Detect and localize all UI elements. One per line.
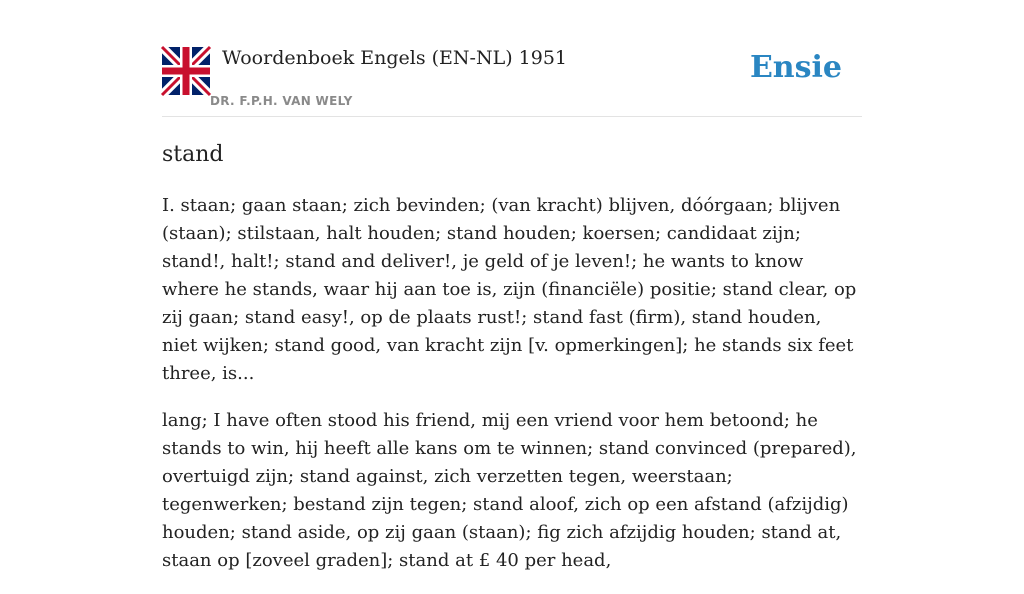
entry-definition <box>162 192 862 594</box>
dictionary-author: DR. F.P.H. VAN WELY <box>210 94 353 108</box>
definition-paragraph: I. staan; gaan staan; zich bevinden; (van kracht) blijven, dóórgaan; blijven (staan); stilstaan, halt houden; stand houden; koersen; candidaat zijn; stand!, halt!; stand and deliver!, je geld of je leven!; he wants to know where he stands, waar hij aan toe is, zijn (financiële) positie; stand clear, op zij gaan; stand easy!, op de plaats rust!; stand fast (firm), stand houden, niet wijken; stand good, van kracht zijn [v. opmerkingen]; he stands six feet three, is... <box>162 195 857 384</box>
definition-paragraph: lang; I have often stood his friend, mij een vriend voor hem betoond; he stands to win, hij heeft alle kans om te winnen; stand convinced (prepared), overtuigd zijn; stand against, zich verzetten tegen, weerstaan; tegenwerken; bestand zijn tegen; stand aloof, zich op een afstand (afzijdig) houden; stand aside, op zij gaan (staan); fig zich afzijdig houden; stand at, staan op [zoveel graden]; stand at £ 40 per head, <box>162 410 857 571</box>
ensie-logo-link[interactable]: Ensie <box>749 50 842 85</box>
entry-headword: stand <box>162 142 224 167</box>
dictionary-header <box>162 46 862 117</box>
uk-flag-icon <box>162 47 210 95</box>
dictionary-title[interactable]: Woordenboek Engels (EN-NL) 1951 <box>222 47 567 69</box>
